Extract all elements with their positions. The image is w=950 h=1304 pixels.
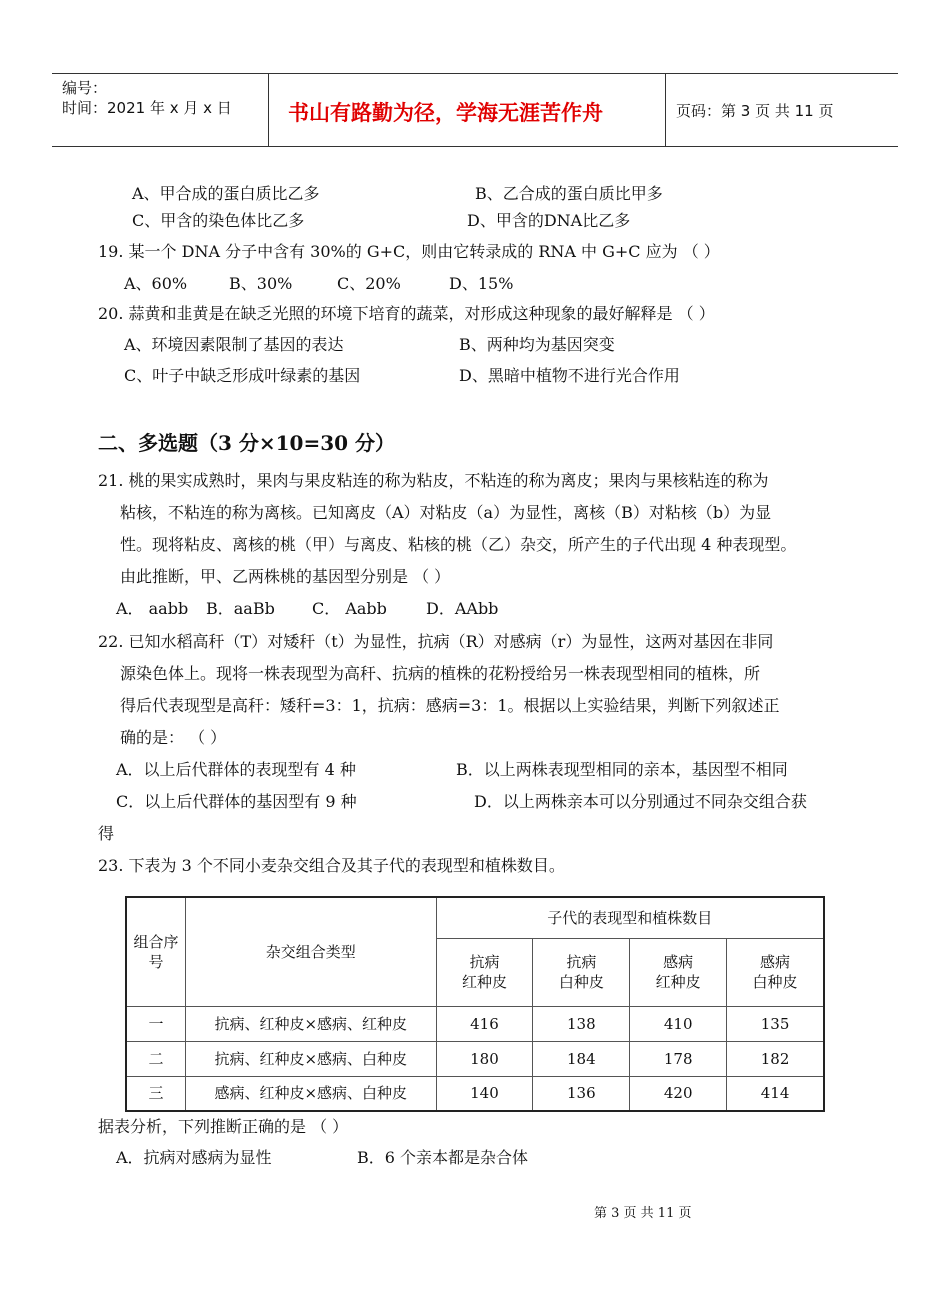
header-phenotype-2: 抗病 白种皮 (533, 938, 630, 1006)
q22-option-b: B．以上两株表现型相同的亲本，基因型不相同 (456, 760, 788, 779)
q23-option-a: A．抗病对感病为显性 (116, 1148, 272, 1167)
header-divider-left (268, 73, 269, 146)
row-value: 140 (436, 1076, 533, 1111)
row-value: 410 (630, 1006, 727, 1041)
q18-option-b: B、乙合成的蛋白质比甲多 (475, 184, 663, 203)
q22-line-2: 源染色体上。现将一株表现型为高秆、抗病的植株的花粉授给另一株表现型相同的植株，所 (120, 664, 761, 683)
row-value: 184 (533, 1041, 630, 1076)
q22-line-3: 得后代表现型是高秆：矮秆=3：1，抗病：感病=3：1。根据以上实验结果，判断下列叙述正 (120, 696, 780, 715)
q19-option-a: A、60% (124, 274, 188, 293)
q21-line-4: 由此推断，甲、乙两株桃的基因型分别是 （ ） (120, 567, 451, 586)
row-value: 182 (727, 1041, 824, 1076)
row-value: 180 (436, 1041, 533, 1076)
page-footer: 第 3 页 共 11 页 (594, 1206, 692, 1221)
header-phenotype-3: 感病 红种皮 (630, 938, 727, 1006)
row-value: 420 (630, 1076, 727, 1111)
row-id: 三 (126, 1076, 185, 1111)
q22-line-1: 22. 已知水稻高秆（T）对矮秆（t）为显性，抗病（R）对感病（r）为显性，这两对基因在非同 (98, 632, 774, 651)
q20-stem: 20. 蒜黄和韭黄是在缺乏光照的环境下培育的蔬菜，对形成这种现象的最好解释是 （ ） (98, 304, 715, 323)
row-cross: 抗病、红种皮×感病、红种皮 (185, 1006, 436, 1041)
q18-option-c: C、甲含的染色体比乙多 (132, 211, 305, 230)
q22-option-a: A．以上后代群体的表现型有 4 种 (116, 760, 356, 779)
row-value: 416 (436, 1006, 533, 1041)
header-phenotype-1: 抗病 红种皮 (436, 938, 533, 1006)
q18-option-d: D、甲含的DNA比乙多 (467, 211, 631, 230)
q20-option-a: A、环境因素限制了基因的表达 (124, 335, 344, 354)
table-row (126, 1041, 824, 1076)
serial-label: 编号： (62, 79, 108, 97)
q21-option-d: D．AAbb (426, 599, 499, 618)
header-bottom-rule (52, 146, 898, 147)
page-label: 页码：第 3 页 共 11 页 (676, 102, 834, 120)
table-row (126, 1006, 824, 1041)
q22-option-d: D．以上两株亲本可以分别通过不同杂交组合获 (474, 792, 807, 811)
section-title: 二、多选题（3 分×10=30 分） (98, 431, 396, 455)
q18-option-a: A、甲合成的蛋白质比乙多 (132, 184, 320, 203)
q21-line-2: 粘核，不粘连的称为离核。已知离皮（A）对粘皮（a）为显性，离核（B）对粘核（b）为显 (120, 503, 772, 522)
q20-option-d: D、黑暗中植物不进行光合作用 (459, 366, 680, 385)
row-value: 414 (727, 1076, 824, 1111)
row-id: 一 (126, 1006, 185, 1041)
row-value: 178 (630, 1041, 727, 1076)
q23-option-b: B．6 个亲本都是杂合体 (357, 1148, 529, 1167)
table-row (126, 1076, 824, 1111)
header-offspring: 子代的表现型和植株数目 (436, 897, 824, 938)
q22-line-4: 确的是： （ ） (120, 728, 227, 747)
row-value: 135 (727, 1006, 824, 1041)
q22-option-d-continued: 得 (98, 824, 115, 843)
q21-line-1: 21. 桃的果实成熟时，果肉与果皮粘连的称为粘皮，不粘连的称为离皮；果肉与果核粘连的称为 (98, 471, 769, 490)
cross-results-table (125, 896, 825, 1112)
row-value: 136 (533, 1076, 630, 1111)
row-value: 138 (533, 1006, 630, 1041)
header-divider-right (665, 73, 666, 146)
q21-option-a: A． aabb (116, 599, 189, 618)
q20-option-c: C、叶子中缺乏形成叶绿素的基因 (124, 366, 361, 385)
q19-option-d: D、15% (449, 274, 514, 293)
header-cross-type: 杂交组合类型 (185, 897, 436, 1006)
q21-option-c: C． Aabb (312, 599, 387, 618)
motto: 书山有路勤为径，学海无涯苦作舟 (288, 101, 603, 125)
header-top-rule (52, 73, 898, 74)
q22-option-c: C．以上后代群体的基因型有 9 种 (116, 792, 357, 811)
q21-line-3: 性。现将粘皮、离核的桃（甲）与离皮、粘核的桃（乙）杂交，所产生的子代出现 4 种表现型。 (120, 535, 797, 554)
row-id: 二 (126, 1041, 185, 1076)
q23-after-table: 据表分析，下列推断正确的是 （ ） (98, 1117, 349, 1136)
row-cross: 感病、红种皮×感病、白种皮 (185, 1076, 436, 1111)
row-cross: 抗病、红种皮×感病、白种皮 (185, 1041, 436, 1076)
q19-option-c: C、20% (337, 274, 401, 293)
header-phenotype-4: 感病 白种皮 (727, 938, 824, 1006)
q20-option-b: B、两种均为基因突变 (459, 335, 615, 354)
time-label: 时间：2021 年 x 月 x 日 (62, 99, 232, 117)
q19-option-b: B、30% (229, 274, 293, 293)
header-group-number: 组合序号 (126, 897, 185, 1006)
q19-stem: 19. 某一个 DNA 分子中含有 30%的 G+C，则由它转录成的 RNA 中 G+C 应为 （ ） (98, 242, 720, 261)
q21-option-b: B．aaBb (206, 599, 275, 618)
q23-stem: 23. 下表为 3 个不同小麦杂交组合及其子代的表现型和植株数目。 (98, 856, 565, 875)
